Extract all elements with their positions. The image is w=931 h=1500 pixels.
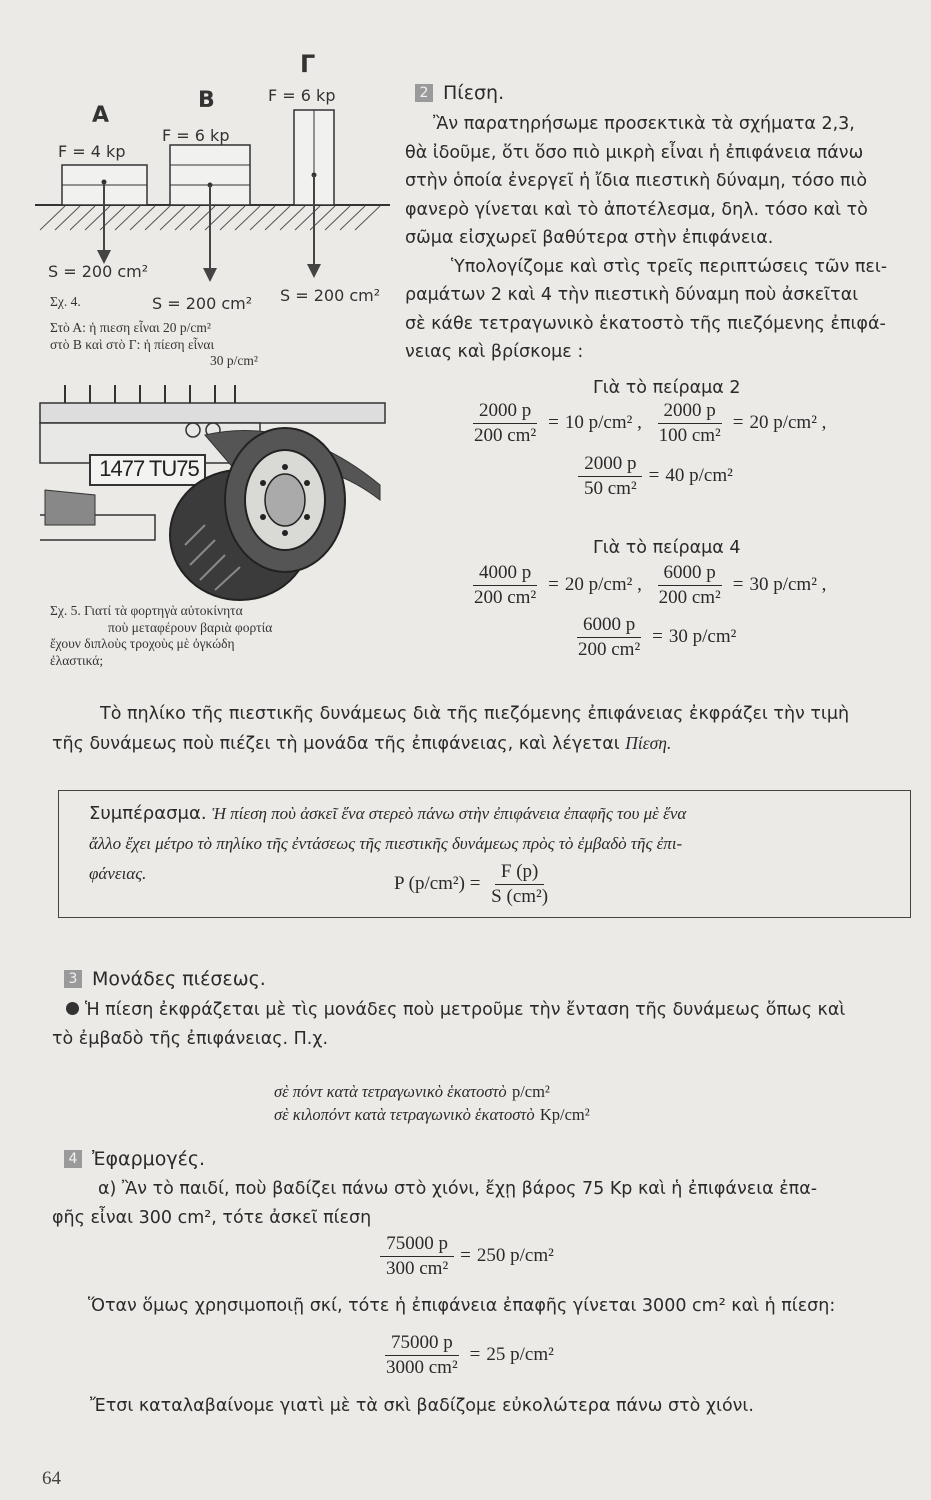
conclusion-line1: Ἡ πίεση ποὺ ἀσκεῖ ἕνα στερεὸ πάνω στὴν ἐπιφάνεια ἐπαφῆς του μὲ ἕνα: [211, 804, 687, 823]
section-4-title: Ἐφαρμογές.: [92, 1148, 206, 1170]
area-b-label: S = 200 cm²: [152, 294, 253, 313]
p2-line4: νειας καὶ βρίσκομε :: [405, 342, 584, 362]
figure-4: [30, 50, 400, 368]
p3-term: Πίεση.: [625, 732, 672, 753]
app-f1-result: 250 p/cm²: [476, 1244, 554, 1266]
application-b: Ὅταν ὅμως χρησιμοποιῇ σκί, τότε ἡ ἐπιφάνεια ἐπαφῆς γίνεται 3000 cm² καὶ ἡ πίεση:: [88, 1296, 836, 1316]
force-g-label: F = 6 kp: [268, 86, 336, 105]
conclusion-line2: ἄλλο ἔχει μέτρο τὸ πηλίκο τῆς ἐντάσεως τῆς πιεστικῆς δυνάμεως πρὸς τὸ ἐμβαδὸ τῆς ἐπι-: [89, 834, 683, 853]
exp4-f3-numerator: 6000 p: [577, 614, 641, 638]
section-3-heading: [64, 968, 266, 990]
exp4-fraction-3: [572, 614, 646, 661]
unit2-symbol: Kp/cm²: [539, 1105, 590, 1124]
exp2-f1-numerator: 2000 p: [473, 400, 537, 424]
exp4-fraction-1: [468, 562, 542, 609]
exp4-f2-denominator: 200 cm²: [658, 587, 721, 608]
exp2-fraction-1: [468, 400, 542, 447]
area-a-label: S = 200 cm²: [48, 262, 149, 281]
formula-numerator: F (p): [495, 861, 544, 885]
units-list: [274, 1080, 590, 1126]
application-formula-2: $\frac{75000 p}{\text{3000 cm²}}$ = 25 p/cm²: [380, 1332, 554, 1379]
figure-5-caption-line1: Σχ. 5. Γιατί τὰ φορτηγὰ αὐτοκίνητα: [50, 603, 243, 618]
experiment-2-equations-row2: $\frac{2000 p}{\text{50 cm²}}$ = 40 p/cm²: [578, 453, 733, 500]
conclusion-box: [58, 790, 911, 918]
license-plate-text: 1477 TU75: [99, 456, 199, 481]
section-2-heading: [415, 82, 504, 104]
formula-lhs: P (p/cm²) =: [394, 872, 481, 894]
exp2-f1-result: 10 p/cm² ,: [564, 411, 642, 433]
app-f2-numerator: 75000 p: [385, 1332, 459, 1356]
exp2-fraction-3: [578, 453, 643, 500]
exp2-f2-numerator: 2000 p: [658, 400, 722, 424]
app-f1-fraction: [380, 1233, 454, 1280]
truck-illustration: [35, 375, 395, 605]
section-3-number: 3: [64, 970, 82, 988]
section-2-paragraph-1: [405, 110, 925, 367]
p1-line2: θὰ ἰδοῦμε, ὅτι ὅσο πιὸ μικρὴ εἶναι ἡ ἐπιφάνεια πάνω: [405, 142, 864, 163]
app-a-line1: α) Ἂν τὸ παιδί, ποὺ βαδίζει πάνω στὸ χιόνι, ἔχῃ βάρος 75 Kp καὶ ἡ ἐπιφάνεια ἐπα-: [98, 1179, 818, 1199]
area-g-label: S = 200 cm²: [280, 286, 381, 305]
exp2-f3-result: 40 p/cm²: [665, 464, 733, 486]
experiment-2-equations-row1: $\frac{2000 p}{\text{200 cm²}}$ = 10 p/cm² , $\frac{2000 p}{\text{100 cm²}}$ = 20 p/cm² ,: [468, 400, 826, 447]
conclusion-label: Συμπέρασμα.: [89, 803, 207, 824]
app-f1-denominator: 300 cm²: [386, 1258, 449, 1279]
formula-fraction: [485, 861, 554, 908]
section-4-heading: [64, 1148, 205, 1170]
section-4-number: 4: [64, 1150, 82, 1168]
section-2-title: Πίεση.: [443, 82, 505, 104]
section-2-number: 2: [415, 84, 433, 102]
experiment-4-equations-row2: $\frac{6000 p}{\text{200 cm²}}$ = 30 p/cm²: [572, 614, 736, 661]
page-number: 64: [42, 1468, 61, 1489]
unit2-text: σὲ κιλοπόντ κατὰ τετραγωνικὸ ἑκατοστὸ: [274, 1105, 535, 1124]
experiment-4-equations-row1: $\frac{4000 p}{\text{200 cm²}}$ = 20 p/cm² , $\frac{6000 p}{\text{200 cm²}}$ = 30 p/cm² ,: [468, 562, 826, 609]
experiment-4-title: Γιὰ τὸ πείραμα 4: [593, 538, 741, 558]
app-a-line2: φῆς εἶναι 300 cm², τότε ἀσκεῖ πίεση: [52, 1207, 372, 1228]
unit1-text: σὲ πόντ κατὰ τετραγωνικὸ ἑκατοστὸ: [274, 1082, 507, 1101]
exp4-f2-result: 30 p/cm² ,: [749, 573, 827, 595]
app-f2-fraction: [380, 1332, 464, 1379]
experiment-2-title: Γιὰ τὸ πείραμα 2: [593, 378, 741, 398]
exp4-f1-numerator: 4000 p: [473, 562, 537, 586]
label-g: Γ: [300, 50, 316, 78]
application-a: [52, 1175, 922, 1232]
figure-5-caption-line2: ποὺ μεταφέρουν βαριὰ φορτία: [108, 619, 273, 635]
p2-line2: ραμάτων 2 καὶ 4 τὴν πιεστικὴ δύναμη ποὺ ἀσκεῖται: [405, 285, 859, 305]
exp2-f1-denominator: 200 cm²: [474, 425, 537, 446]
application-c: Ἔτσι καταλαβαίνομε γιατὶ μὲ τὰ σκὶ βαδίζομε εὐκολώτερα πάνω στὸ χιόνι.: [90, 1396, 754, 1416]
app-f2-result: 25 p/cm²: [486, 1343, 554, 1365]
figure-4-caption: [50, 320, 350, 370]
app-f1-numerator: 75000 p: [380, 1233, 454, 1257]
figure-5: [35, 375, 395, 675]
application-formula-1: $\frac{75000 p}{\text{300 cm²}}$ = 250 p/cm²: [380, 1233, 554, 1280]
exp4-fraction-2: [653, 562, 727, 609]
section-3-title: Μονάδες πιέσεως.: [92, 968, 266, 990]
exp2-f2-result: 20 p/cm² ,: [749, 411, 827, 433]
bullet-icon: [66, 1002, 79, 1015]
exp4-f1-denominator: 200 cm²: [474, 587, 537, 608]
force-b-label: F = 6 kp: [162, 126, 230, 145]
p1-line5: σῶμα εἰσχωρεῖ βαθύτερα στὴν ἐπιφάνεια.: [405, 228, 774, 248]
conclusion-line3: φάνειας.: [89, 864, 147, 883]
unit1-symbol: p/cm²: [511, 1082, 550, 1101]
exp2-f2-denominator: 100 cm²: [658, 425, 721, 446]
exp4-f1-result: 20 p/cm² ,: [564, 573, 642, 595]
p2-line3: σὲ κάθε τετραγωνικὸ ἑκατοστὸ τῆς πιεζόμενης ἐπιφά-: [405, 313, 886, 334]
exp4-f2-numerator: 6000 p: [658, 562, 722, 586]
figure-5-caption-line4: ἐλαστικά;: [50, 652, 104, 668]
figure-4-number: Σχ. 4.: [50, 294, 81, 309]
s3-line1: Ἡ πίεση ἐκφράζεται μὲ τὶς μονάδες ποὺ μετροῦμε τὴν ἔνταση τῆς δυνάμεως ὅπως καὶ: [85, 1000, 846, 1020]
figure-5-caption: [50, 603, 390, 669]
exp2-f3-denominator: 50 cm²: [584, 478, 637, 499]
section-2-paragraph-3: [52, 700, 922, 758]
p1-line1: Ἂν παρατηρήσωμε προσεκτικὰ τὰ σχήματα 2,3,: [433, 114, 855, 134]
label-b: Β: [198, 88, 215, 113]
figure-4-caption-line2: στὸ Β καὶ στὸ Γ: ἡ πίεση εἶναι: [50, 336, 215, 352]
formula-denominator: S (cm²): [491, 886, 549, 907]
figure-4-caption-line1: Στὸ Α: ἡ πιεση εἶναι 20 p/cm²: [50, 320, 211, 335]
pressure-formula: [394, 861, 554, 908]
section-3-paragraph: [52, 996, 922, 1053]
p2-line1: Ὑπολογίζομε καὶ στὶς τρεῖς περιπτώσεις τῶν πει-: [451, 256, 888, 277]
force-a-label: F = 4 kp: [58, 142, 126, 161]
figure-4-drawing: [30, 50, 400, 290]
p1-line4: φανερὸ γίνεται καὶ τὸ ἀποτέλεσμα, δηλ. τόσο καὶ τὸ: [405, 199, 868, 220]
p3-line2: τῆς δυνάμεως ποὺ πιέζει τὴ μονάδα τῆς ἐπιφάνειας, καὶ λέγεται: [52, 733, 620, 754]
exp4-f3-result: 30 p/cm²: [668, 625, 737, 647]
figure-4-caption-line3: 30 p/cm²: [210, 353, 258, 368]
exp2-fraction-2: [653, 400, 727, 447]
label-a: Α: [92, 103, 110, 128]
s3-line2: τὸ ἐμβαδὸ τῆς ἐπιφάνειας. Π.χ.: [52, 1028, 329, 1049]
exp4-f3-denominator: 200 cm²: [578, 639, 641, 660]
p1-line3: στὴν ὁποία ἐνεργεῖ ἡ ἴδια πιεστικὴ δύναμη, τόσο πιὸ: [405, 171, 868, 191]
exp2-f3-numerator: 2000 p: [578, 453, 642, 477]
figure-5-caption-line3: ἔχουν διπλοὺς τροχοὺς μὲ ὀγκώδη: [50, 636, 235, 651]
p3-line1: Τὸ πηλίκο τῆς πιεστικῆς δυνάμεως διὰ τῆς πιεζόμενης ἐπιφάνειας ἐκφράζει τὴν τιμὴ: [100, 704, 850, 724]
app-f2-denominator: 3000 cm²: [386, 1357, 458, 1378]
